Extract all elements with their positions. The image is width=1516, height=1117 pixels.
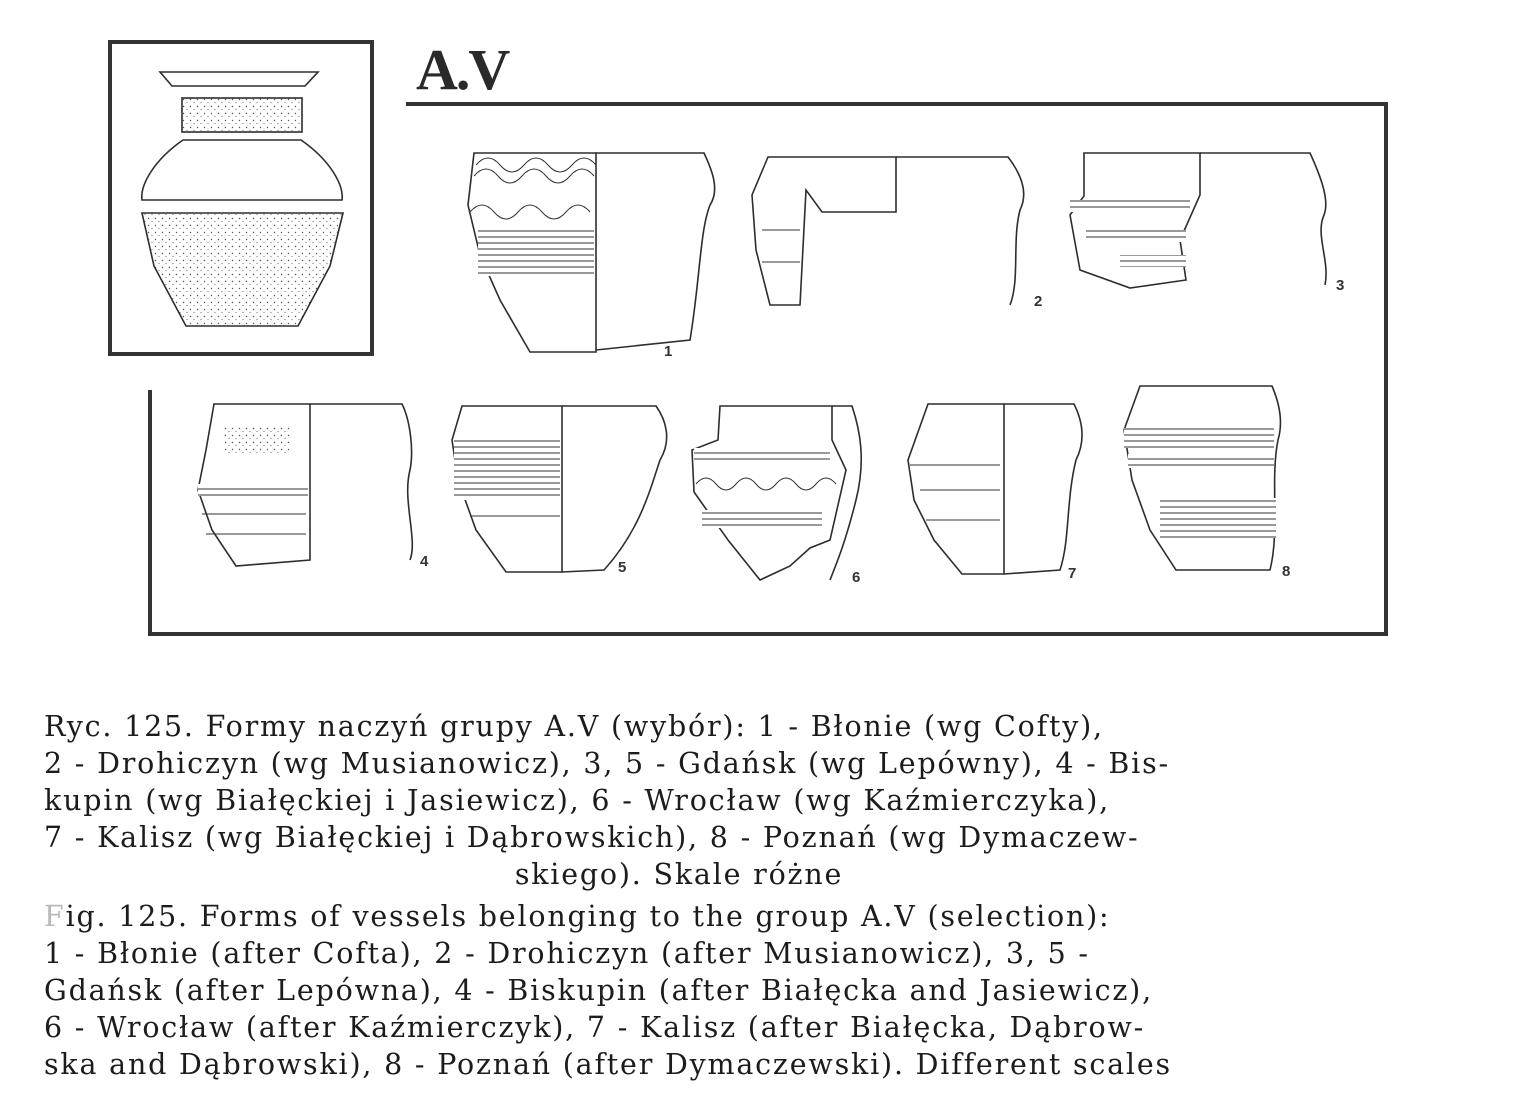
caption-line: ska and Dąbrowski), 8 - Poznań (after Dymaczewski). Different scales: [44, 1048, 1172, 1081]
vessel-number-1: 1: [664, 343, 673, 360]
caption-line: Ryc. 125. Formy naczyń grupy A.V (wybór): 1 - Błonie (wg Cofty),: [44, 710, 1104, 743]
caption-line: [44, 898, 1484, 935]
group-title: A.V: [416, 37, 509, 102]
vessel-number-4: 4: [420, 553, 429, 570]
vessel-3-drawing: [1070, 153, 1344, 294]
vessel-number-2: 2: [1034, 293, 1043, 310]
caption-line: skiego). Skale różne: [514, 858, 844, 891]
caption-polish: [44, 708, 1484, 893]
type-schema-panel: [110, 42, 372, 354]
caption-line: 6 - Wrocław (after Kaźmierczyk), 7 - Kalisz (after Białęcka, Dąbrow-: [44, 1011, 1146, 1044]
caption-first-line: ig. 125. Forms of vessels belonging to the group A.V (selection):: [65, 900, 1111, 933]
caption-line: 2 - Drohiczyn (wg Musianowicz), 3, 5 - Gdańsk (wg Lepówny), 4 - Bis-: [44, 747, 1170, 780]
caption-initial: F: [44, 900, 66, 933]
vessel-1-drawing: [468, 153, 715, 360]
caption-line: 1 - Błonie (after Cofta), 2 - Drohiczyn (after Musianowicz), 3, 5 -: [44, 937, 1090, 970]
vessel-number-7: 7: [1068, 565, 1077, 582]
vessel-frame: [148, 102, 1388, 636]
caption-line: kupin (wg Białęckiej i Jasiewicz), 6 - Wrocław (wg Kaźmierczyka),: [44, 784, 1110, 817]
vessel-number-6: 6: [852, 569, 861, 586]
vessel-7-drawing: [908, 404, 1082, 582]
vessel-2-drawing: [752, 157, 1042, 310]
caption-line: 7 - Kalisz (wg Białęckiej i Dąbrowskich), 8 - Poznań (wg Dymaczew-: [44, 821, 1140, 854]
vessel-number-5: 5: [618, 559, 627, 576]
vessel-8-drawing: [1124, 386, 1290, 580]
vessel-number-3: 3: [1336, 277, 1345, 294]
vessel-5-drawing: [452, 406, 667, 576]
vessel-number-8: 8: [1282, 563, 1291, 580]
caption-line: Gdańsk (after Lepówna), 4 - Biskupin (after Białęcka and Jasiewicz),: [44, 974, 1153, 1007]
vessel-6-drawing: [692, 406, 861, 586]
vessel-4-drawing: [198, 404, 429, 570]
caption-english: [44, 898, 1484, 1083]
